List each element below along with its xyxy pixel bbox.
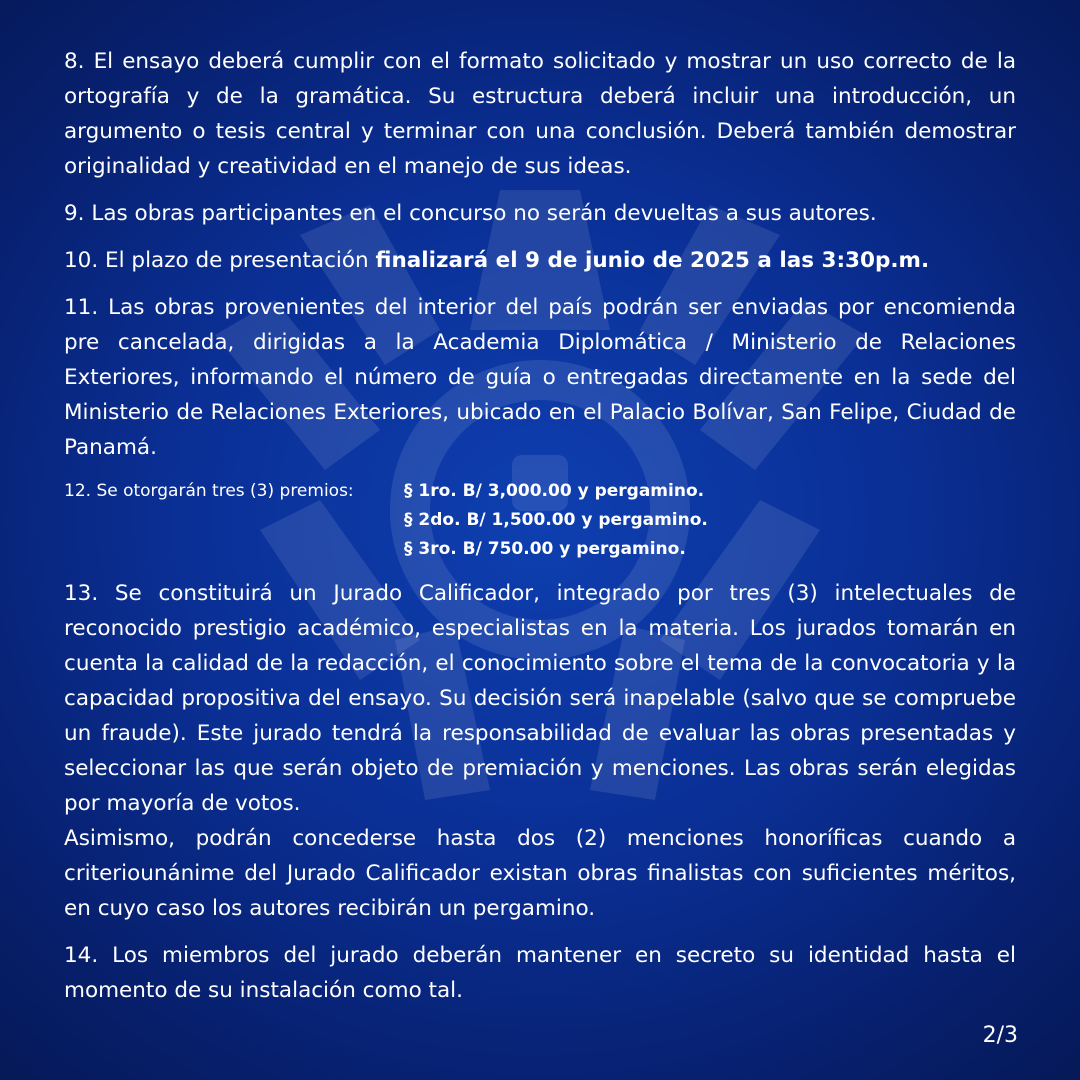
deadline-text: finalizará el 9 de junio de 2025 a las 3:30p.m.	[375, 248, 930, 273]
prizes-label: 12. Se otorgarán tres (3) premios:	[64, 481, 354, 501]
prize-third: § 3ro. B/ 750.00 y pergamino.	[404, 539, 686, 559]
paragraph-13-continued: Asimismo, podrán concederse hasta dos (2) menciones honoríficas cuando a criteriounánime del Jurado Calificador existan obras finalistas con suficientes méritos, en cuyo caso los autores recibirán un pergamino.	[64, 826, 1016, 921]
paragraph-11: 11. Las obras provenientes del interior del país podrán ser enviadas por encomienda pre cancelada, dirigidas a la Academia Diplomática / Ministerio de Relaciones Exteriores, informando el número de guía o entregadas directamente en la sede del Ministerio de Relaciones Exteriores, ubicado en el Palacio Bolívar, San Felipe, Ciudad de Panamá.	[64, 295, 1016, 460]
page-number: 2/3	[982, 1023, 1018, 1048]
prizes-list	[404, 477, 708, 564]
paragraph-14: 14. Los miembros del jurado deberán mantener en secreto su identidad hasta el momento de su instalación como tal.	[64, 943, 1016, 1003]
prizes-section	[64, 477, 1016, 564]
paragraph-13: 13. Se constituirá un Jurado Calificador, integrado por tres (3) intelectuales de reconocido prestigio académico, especialistas en la materia. Los jurados tomarán en cuenta la calidad de la redacción, el conocimiento sobre el tema de la convocatoria y la capacidad propositiva del ensayo. Su decisión será inapelable (salvo que se compruebe un fraude). Este jurado tendrá la responsabilidad de evaluar las obras presentadas y seleccionar las que serán objeto de premiación y menciones. Las obras serán elegidas por mayoría de votos.	[64, 581, 1016, 816]
paragraph-10	[64, 243, 1016, 278]
paragraph-8: 8. El ensayo deberá cumplir con el formato solicitado y mostrar un uso correcto de la ortografía y de la gramática. Su estructura deberá incluir una introducción, un argumento o tesis central y terminar con una conclusión. Deberá también demostrar originalidad y creatividad en el manejo de sus ideas.	[64, 49, 1016, 179]
prize-first: § 1ro. B/ 3,000.00 y pergamino.	[404, 481, 705, 501]
document-body	[64, 44, 1016, 1020]
paragraph-10-text: 10. El plazo de presentación	[64, 248, 376, 273]
prize-second: § 2do. B/ 1,500.00 y pergamino.	[404, 510, 708, 530]
paragraph-9: 9. Las obras participantes en el concurso no serán devueltas a sus autores.	[64, 201, 877, 226]
